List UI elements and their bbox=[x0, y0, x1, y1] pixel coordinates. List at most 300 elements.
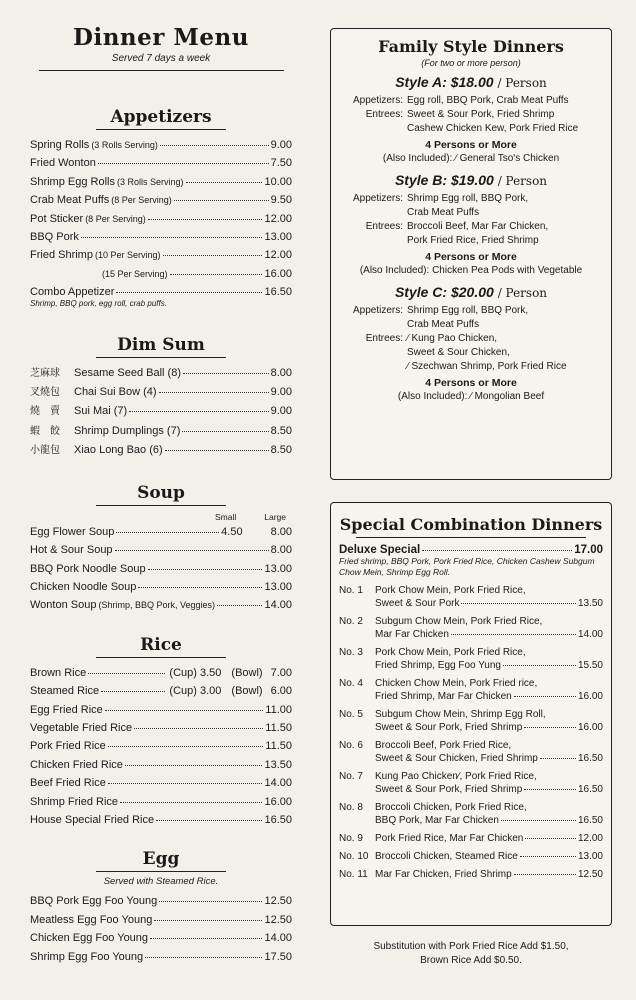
combination-body bbox=[375, 677, 603, 703]
also-text: ∕ Mongolian Beef bbox=[470, 391, 545, 402]
soup-large-label: Large bbox=[264, 511, 286, 522]
row-label: Entrees: bbox=[365, 109, 403, 120]
dim-sum-title: Dim Sum bbox=[117, 334, 205, 355]
combination-price: 12.00 bbox=[577, 833, 603, 844]
combination-line2 bbox=[375, 690, 603, 703]
item-name: Egg Flower Soup bbox=[30, 525, 115, 538]
combination-line2 bbox=[375, 721, 603, 734]
row-text: Pork Fried Rice, Fried Shrimp bbox=[407, 235, 539, 246]
combination-price: 14.00 bbox=[577, 629, 603, 640]
combination-text: Broccoli Chicken, Steamed Rice bbox=[375, 851, 518, 862]
leader-dots bbox=[182, 424, 268, 432]
leader-dots bbox=[129, 404, 268, 412]
combination-number: No. 7 bbox=[339, 771, 363, 782]
item-name: Chicken Egg Foo Young bbox=[30, 932, 149, 945]
egg-title: Egg bbox=[142, 849, 180, 870]
row-label bbox=[339, 346, 407, 360]
leader-dots bbox=[108, 776, 263, 784]
rice-title: Rice bbox=[140, 634, 182, 655]
combination-price: 13.00 bbox=[577, 851, 603, 862]
also-label: (Also Included): bbox=[397, 391, 468, 402]
item-name: BBQ Pork Egg Foo Young bbox=[30, 895, 158, 908]
combination-text: Mar Far Chicken, Fried Shrimp bbox=[375, 869, 512, 880]
item-chinese-name: 蝦 餃 bbox=[30, 425, 60, 437]
family-style-persons: 4 Persons or More bbox=[425, 251, 517, 263]
item-name: Egg Fried Rice bbox=[30, 703, 103, 716]
soup-section bbox=[30, 483, 292, 615]
family-style-per: / Person bbox=[497, 174, 548, 188]
combination-line bbox=[375, 832, 603, 845]
dim-sum-item bbox=[30, 383, 292, 402]
row-text: Broccoli Beef, Mar Far Chicken, bbox=[407, 221, 549, 232]
item-price: 8.50 bbox=[270, 444, 292, 457]
leader-dots bbox=[81, 230, 263, 238]
family-style-also-included bbox=[339, 264, 603, 278]
combination-item bbox=[339, 584, 603, 610]
combination-body bbox=[375, 615, 603, 641]
combination-number: No. 4 bbox=[339, 678, 363, 689]
family-style-row bbox=[339, 206, 603, 220]
combination-item bbox=[339, 708, 603, 734]
family-style-persons: 4 Persons or More bbox=[425, 377, 517, 389]
item-name: Shrimp Fried Rice bbox=[30, 795, 119, 808]
appetizer-item bbox=[30, 246, 292, 264]
family-style-header bbox=[339, 284, 603, 300]
leader-dots bbox=[174, 193, 269, 201]
item-price: 8.00 bbox=[270, 544, 292, 557]
rice-section bbox=[30, 635, 292, 830]
leader-dots bbox=[422, 543, 572, 551]
combination-line2-text: BBQ Pork, Mar Far Chicken bbox=[375, 815, 499, 826]
item-name: Chai Sui Bow (4) bbox=[74, 386, 157, 399]
dim-sum-item bbox=[30, 422, 292, 441]
item-price: 13.50 bbox=[264, 758, 292, 771]
combination-body bbox=[375, 646, 603, 672]
combination-number: No. 6 bbox=[339, 740, 363, 751]
combination-title: Special Combination Dinners bbox=[339, 515, 603, 534]
row-label: Appetizers: bbox=[352, 193, 403, 204]
soup-title: Soup bbox=[137, 482, 185, 503]
combination-line2 bbox=[375, 659, 603, 672]
combination-line bbox=[375, 868, 603, 881]
item-name: BBQ Pork bbox=[30, 231, 79, 244]
item-note: (15 Per Serving) bbox=[102, 268, 168, 279]
combination-text: Pork Fried Rice, Mar Far Chicken bbox=[375, 833, 524, 844]
egg-item bbox=[30, 911, 292, 929]
item-price: 16.00 bbox=[264, 795, 292, 808]
item-cup-price: (Cup) 3.50 bbox=[169, 666, 222, 679]
leader-dots bbox=[217, 598, 262, 606]
family-style-name: Style A: $18.00 bbox=[395, 74, 494, 90]
left-column bbox=[30, 18, 292, 966]
row-text: Cashew Chicken Kew, Pork Fried Rice bbox=[407, 123, 579, 134]
rice-divider bbox=[96, 657, 226, 658]
egg-section bbox=[30, 849, 292, 966]
item-name: Fried Wonton bbox=[30, 157, 96, 170]
combination-item bbox=[339, 739, 603, 765]
family-style-header bbox=[339, 74, 603, 90]
combination-price: 16.00 bbox=[577, 722, 603, 733]
combination-line2-text: Fried Shrimp, Mar Far Chicken bbox=[375, 691, 512, 702]
combination-line1: Subgum Chow Mein, Pork Fried Rice, bbox=[375, 616, 543, 627]
item-name: Steamed Rice bbox=[30, 685, 100, 698]
deluxe-special-description: Fried shrimp, BBQ Pork, Pork Fried Rice, Chicken Cashew Subgum Chow Mein, Shrimp Egg Roll. bbox=[339, 556, 595, 577]
item-name: Chicken Noodle Soup bbox=[30, 580, 137, 593]
item-price: 13.00 bbox=[264, 231, 292, 244]
family-style-per: / Person bbox=[497, 76, 547, 90]
item-price: 13.00 bbox=[264, 580, 292, 593]
leader-dots bbox=[159, 385, 269, 393]
combination-line1: Broccoli Chicken, Pork Fried Rice, bbox=[375, 802, 527, 813]
item-price: 7.50 bbox=[270, 157, 292, 170]
family-style-persons: 4 Persons or More bbox=[425, 139, 517, 151]
title-divider bbox=[39, 70, 284, 71]
appetizer-item bbox=[30, 173, 292, 191]
row-text: ∕ Szechwan Shrimp, Pork Fried Rice bbox=[407, 361, 567, 372]
item-price: 16.00 bbox=[264, 267, 292, 280]
combination-line2 bbox=[375, 752, 603, 765]
row-label bbox=[339, 122, 407, 136]
item-price: 9.00 bbox=[270, 139, 292, 151]
soup-item bbox=[30, 541, 292, 559]
item-note: (Shrimp, BBQ Pork, Veggies) bbox=[98, 600, 216, 611]
combination-line2-text: Sweet & Sour Pork, Fried Shrimp bbox=[375, 784, 523, 795]
item-price: 8.00 bbox=[270, 525, 292, 538]
item-price: 14.00 bbox=[264, 932, 292, 945]
item-price: 14.00 bbox=[264, 777, 292, 790]
item-name: Sui Mai (7) bbox=[74, 405, 128, 418]
leader-dots bbox=[170, 267, 263, 275]
leader-dots bbox=[145, 950, 262, 958]
item-price: 8.00 bbox=[270, 366, 292, 379]
rice-item bbox=[30, 701, 292, 719]
family-style-row bbox=[339, 122, 603, 136]
leader-dots bbox=[160, 138, 269, 146]
item-price: 11.50 bbox=[265, 721, 292, 734]
leader-dots bbox=[159, 894, 262, 902]
family-style-row bbox=[339, 360, 603, 374]
combination-body bbox=[375, 832, 603, 845]
item-name: Wonton Soup bbox=[30, 599, 97, 612]
egg-subtitle: Served with Steamed Rice. bbox=[103, 876, 219, 888]
dim-sum-section bbox=[30, 335, 292, 461]
combination-line bbox=[375, 850, 603, 863]
combination-number: No. 10 bbox=[339, 851, 369, 862]
also-label: (Also Included): bbox=[382, 153, 453, 164]
family-style-row bbox=[339, 234, 603, 248]
combination-body bbox=[375, 770, 603, 796]
combination-line2 bbox=[375, 783, 603, 796]
item-note: (8 Per Serving) bbox=[111, 195, 172, 206]
appetizers-divider bbox=[96, 129, 226, 130]
egg-item bbox=[30, 929, 292, 947]
item-name: Pot Sticker bbox=[30, 212, 84, 225]
rice-item bbox=[30, 682, 292, 700]
leader-dots bbox=[524, 783, 576, 790]
substitution-note bbox=[330, 940, 612, 968]
combination-price: 12.50 bbox=[577, 869, 603, 880]
dim-sum-divider bbox=[96, 357, 226, 358]
combination-price: 16.50 bbox=[577, 784, 603, 795]
item-price: 12.50 bbox=[264, 913, 292, 926]
combination-line1: Subgum Chow Mein, Shrimp Egg Roll, bbox=[375, 709, 546, 720]
combination-item bbox=[339, 677, 603, 703]
row-text: Shrimp Egg roll, BBQ Pork, bbox=[407, 305, 529, 316]
family-style-row bbox=[339, 318, 603, 332]
row-label bbox=[339, 234, 407, 248]
row-label: Appetizers: bbox=[352, 95, 403, 106]
item-name: Combo Appetizer bbox=[30, 286, 115, 299]
deluxe-special-price: 17.00 bbox=[574, 544, 603, 556]
dim-sum-item bbox=[30, 441, 292, 460]
combination-divider bbox=[356, 537, 586, 538]
also-text: Chicken Pea Pods with Vegetable bbox=[432, 265, 583, 276]
item-chinese-name: 芝麻球 bbox=[30, 367, 60, 379]
soup-item bbox=[30, 523, 292, 541]
row-text: Egg roll, BBQ Pork, Crab Meat Puffs bbox=[407, 95, 569, 106]
row-text: Crab Meat Puffs bbox=[407, 319, 480, 330]
combination-line1: Chicken Chow Mein, Pork Fried rice, bbox=[375, 678, 538, 689]
combination-line1: Kung Pao Chicken∕, Pork Fried Rice, bbox=[375, 771, 537, 782]
combination-price: 13.50 bbox=[577, 598, 603, 609]
item-price: 12.00 bbox=[264, 249, 292, 262]
rice-item bbox=[30, 664, 292, 682]
family-style-subtitle: (For two or more person) bbox=[421, 58, 521, 68]
appetizer-item bbox=[30, 136, 292, 154]
row-label bbox=[339, 318, 407, 332]
substitution-note-line2: Brown Rice Add $0.50. bbox=[420, 955, 522, 966]
right-column bbox=[330, 28, 612, 968]
leader-dots bbox=[501, 814, 576, 821]
item-price: 14.00 bbox=[264, 599, 292, 612]
combination-line2-text: Sweet & Sour Pork bbox=[375, 598, 460, 609]
item-name: Shrimp Dumplings (7) bbox=[74, 424, 181, 437]
leader-dots bbox=[116, 285, 262, 293]
item-chinese-name: 燒 賣 bbox=[30, 406, 60, 418]
family-style-row bbox=[339, 304, 603, 318]
leader-dots bbox=[105, 703, 264, 711]
combination-item bbox=[339, 646, 603, 672]
leader-dots bbox=[165, 443, 269, 451]
rice-item bbox=[30, 756, 292, 774]
leader-dots bbox=[88, 666, 165, 674]
item-name: Spring Rolls bbox=[30, 139, 90, 151]
combination-line2 bbox=[375, 628, 603, 641]
leader-dots bbox=[461, 597, 575, 604]
row-label: Appetizers: bbox=[352, 305, 403, 316]
row-text: ∕ Kung Pao Chicken, bbox=[407, 333, 498, 344]
combination-number: No. 2 bbox=[339, 616, 363, 627]
deluxe-special-row bbox=[339, 544, 603, 556]
dim-sum-item bbox=[30, 364, 292, 383]
combination-body bbox=[375, 850, 603, 863]
row-text: Shrimp Egg roll, BBQ Pork, bbox=[407, 193, 529, 204]
item-price: 9.50 bbox=[270, 194, 292, 207]
combination-price: 16.50 bbox=[577, 815, 603, 826]
combination-number: No. 3 bbox=[339, 647, 363, 658]
item-price: 17.50 bbox=[264, 950, 292, 963]
item-cup-price: (Cup) 3.00 bbox=[169, 685, 222, 698]
also-label: (Also Included): bbox=[359, 265, 430, 276]
combination-number: No. 1 bbox=[339, 585, 363, 596]
leader-dots bbox=[148, 562, 263, 570]
item-name: BBQ Pork Noodle Soup bbox=[30, 562, 146, 575]
leader-dots bbox=[163, 248, 263, 256]
combination-item bbox=[339, 850, 603, 863]
row-text: Sweet & Sour Chicken, bbox=[407, 347, 510, 358]
item-price: 6.00 bbox=[270, 685, 292, 698]
item-price: 12.50 bbox=[264, 895, 292, 908]
leader-dots bbox=[525, 832, 576, 839]
egg-item bbox=[30, 892, 292, 910]
family-style-title: Family Style Dinners bbox=[378, 37, 564, 56]
family-style-header bbox=[339, 172, 603, 188]
page-title: Dinner Menu bbox=[73, 24, 249, 51]
item-name: Chicken Fried Rice bbox=[30, 758, 123, 771]
combination-price: 16.00 bbox=[577, 691, 603, 702]
item-price: 16.50 bbox=[264, 813, 292, 826]
item-price: 13.00 bbox=[264, 562, 292, 575]
item-price: 10.00 bbox=[264, 175, 292, 188]
page-subtitle: Served 7 days a week bbox=[111, 53, 211, 64]
family-style-per: / Person bbox=[497, 286, 548, 300]
combination-number: No. 8 bbox=[339, 802, 363, 813]
dim-sum-item bbox=[30, 402, 292, 421]
leader-dots bbox=[150, 931, 262, 939]
item-name: House Special Fried Rice bbox=[30, 813, 155, 826]
leader-dots bbox=[125, 758, 263, 766]
item-price: 7.00 bbox=[270, 666, 292, 679]
row-label bbox=[339, 360, 407, 374]
egg-divider bbox=[96, 871, 226, 872]
combination-number: No. 9 bbox=[339, 833, 363, 844]
leader-dots bbox=[108, 739, 263, 747]
leader-dots bbox=[154, 913, 262, 921]
combination-number: No. 5 bbox=[339, 709, 363, 720]
appetizers-section bbox=[30, 107, 292, 309]
combination-item bbox=[339, 801, 603, 827]
family-style-row bbox=[339, 332, 603, 346]
leader-dots bbox=[116, 525, 219, 533]
combination-line2 bbox=[375, 597, 603, 610]
rice-item bbox=[30, 737, 292, 755]
item-bowl-label: (Bowl) bbox=[231, 685, 263, 698]
row-text: Sweet & Sour Pork, Fried Shrimp bbox=[407, 109, 555, 120]
leader-dots bbox=[98, 156, 269, 164]
item-name: Meatless Egg Foo Young bbox=[30, 913, 153, 926]
row-label: Entrees: bbox=[365, 221, 403, 232]
row-text: Crab Meat Puffs bbox=[407, 207, 480, 218]
soup-small-label: Small bbox=[214, 511, 237, 522]
leader-dots bbox=[120, 795, 262, 803]
item-name: Beef Fried Rice bbox=[30, 777, 106, 790]
combo-appetizer-note: Shrimp, BBQ pork, egg roll, crab puffs. bbox=[30, 298, 167, 308]
leader-dots bbox=[514, 690, 576, 697]
leader-dots bbox=[101, 684, 165, 692]
family-style-box bbox=[330, 28, 612, 480]
leader-dots bbox=[186, 175, 263, 183]
leader-dots bbox=[540, 752, 576, 759]
item-name: Fried Shrimp bbox=[30, 249, 93, 262]
family-style-row bbox=[339, 108, 603, 122]
item-name: Pork Fried Rice bbox=[30, 740, 106, 753]
leader-dots bbox=[156, 813, 262, 821]
family-style-row bbox=[339, 192, 603, 206]
item-name: Crab Meat Puffs bbox=[30, 194, 110, 207]
leader-dots bbox=[520, 850, 576, 857]
appetizer-item bbox=[30, 228, 292, 246]
combination-body bbox=[375, 868, 603, 881]
leader-dots bbox=[514, 868, 576, 875]
leader-dots bbox=[503, 659, 576, 666]
soup-item bbox=[30, 578, 292, 596]
appetizers-title: Appetizers bbox=[110, 107, 212, 127]
substitution-note-line1: Substitution with Pork Fried Rice Add $1.50, bbox=[373, 941, 569, 952]
combination-item bbox=[339, 770, 603, 796]
leader-dots bbox=[524, 721, 576, 728]
combination-price: 15.50 bbox=[577, 660, 603, 671]
item-name: Sesame Seed Ball (8) bbox=[74, 366, 181, 379]
soup-size-header bbox=[30, 512, 292, 522]
soup-item bbox=[30, 560, 292, 578]
combination-line1: Pork Chow Mein, Pork Fried Rice, bbox=[375, 585, 526, 596]
item-note: (3 Rolls Serving) bbox=[116, 176, 184, 187]
item-chinese-name: 小龍包 bbox=[30, 445, 60, 457]
rice-item bbox=[30, 811, 292, 829]
item-note: (3 Rolls Serving) bbox=[91, 140, 158, 150]
item-note: (8 Per Serving) bbox=[85, 213, 146, 224]
egg-item bbox=[30, 948, 292, 966]
row-label bbox=[339, 206, 407, 220]
family-style-also-included bbox=[339, 390, 603, 404]
rice-item bbox=[30, 719, 292, 737]
combination-box bbox=[330, 502, 612, 926]
combination-line2-text: Mar Far Chicken bbox=[375, 629, 449, 640]
item-price: 12.00 bbox=[264, 212, 292, 225]
also-text: ∕ General Tso's Chicken bbox=[455, 153, 560, 164]
combination-line1: Broccoli Beef, Pork Fried Rice, bbox=[375, 740, 512, 751]
deluxe-special-name: Deluxe Special bbox=[339, 544, 421, 556]
leader-dots bbox=[115, 543, 269, 551]
combination-line1: Pork Chow Mein, Pork Fried Rice, bbox=[375, 647, 526, 658]
row-label: Entrees: bbox=[365, 333, 403, 344]
leader-dots bbox=[138, 580, 262, 588]
combination-number: No. 11 bbox=[339, 869, 368, 880]
appetizer-item bbox=[30, 210, 292, 228]
combination-body bbox=[375, 708, 603, 734]
family-style-name: Style C: $20.00 bbox=[394, 284, 494, 300]
combination-body bbox=[375, 584, 603, 610]
item-price: 9.00 bbox=[270, 405, 292, 418]
appetizer-item bbox=[30, 265, 292, 283]
soup-item bbox=[30, 596, 292, 614]
item-chinese-name: 叉燒包 bbox=[30, 387, 60, 399]
item-note: (10 Per Serving) bbox=[94, 250, 161, 261]
combination-line2 bbox=[375, 814, 603, 827]
rice-item bbox=[30, 774, 292, 792]
item-name: Brown Rice bbox=[30, 666, 87, 679]
combination-item bbox=[339, 832, 603, 845]
item-small-price: 4.50 bbox=[221, 525, 243, 538]
item-price: 11.00 bbox=[265, 703, 292, 716]
item-name: Shrimp Egg Foo Young bbox=[30, 950, 144, 963]
item-price: 8.50 bbox=[270, 424, 292, 437]
combination-item bbox=[339, 615, 603, 641]
item-price: 9.00 bbox=[270, 386, 292, 399]
combination-line2-text: Fried Shrimp, Egg Foo Yung bbox=[375, 660, 501, 671]
combination-item bbox=[339, 868, 603, 881]
appetizer-item bbox=[30, 191, 292, 209]
